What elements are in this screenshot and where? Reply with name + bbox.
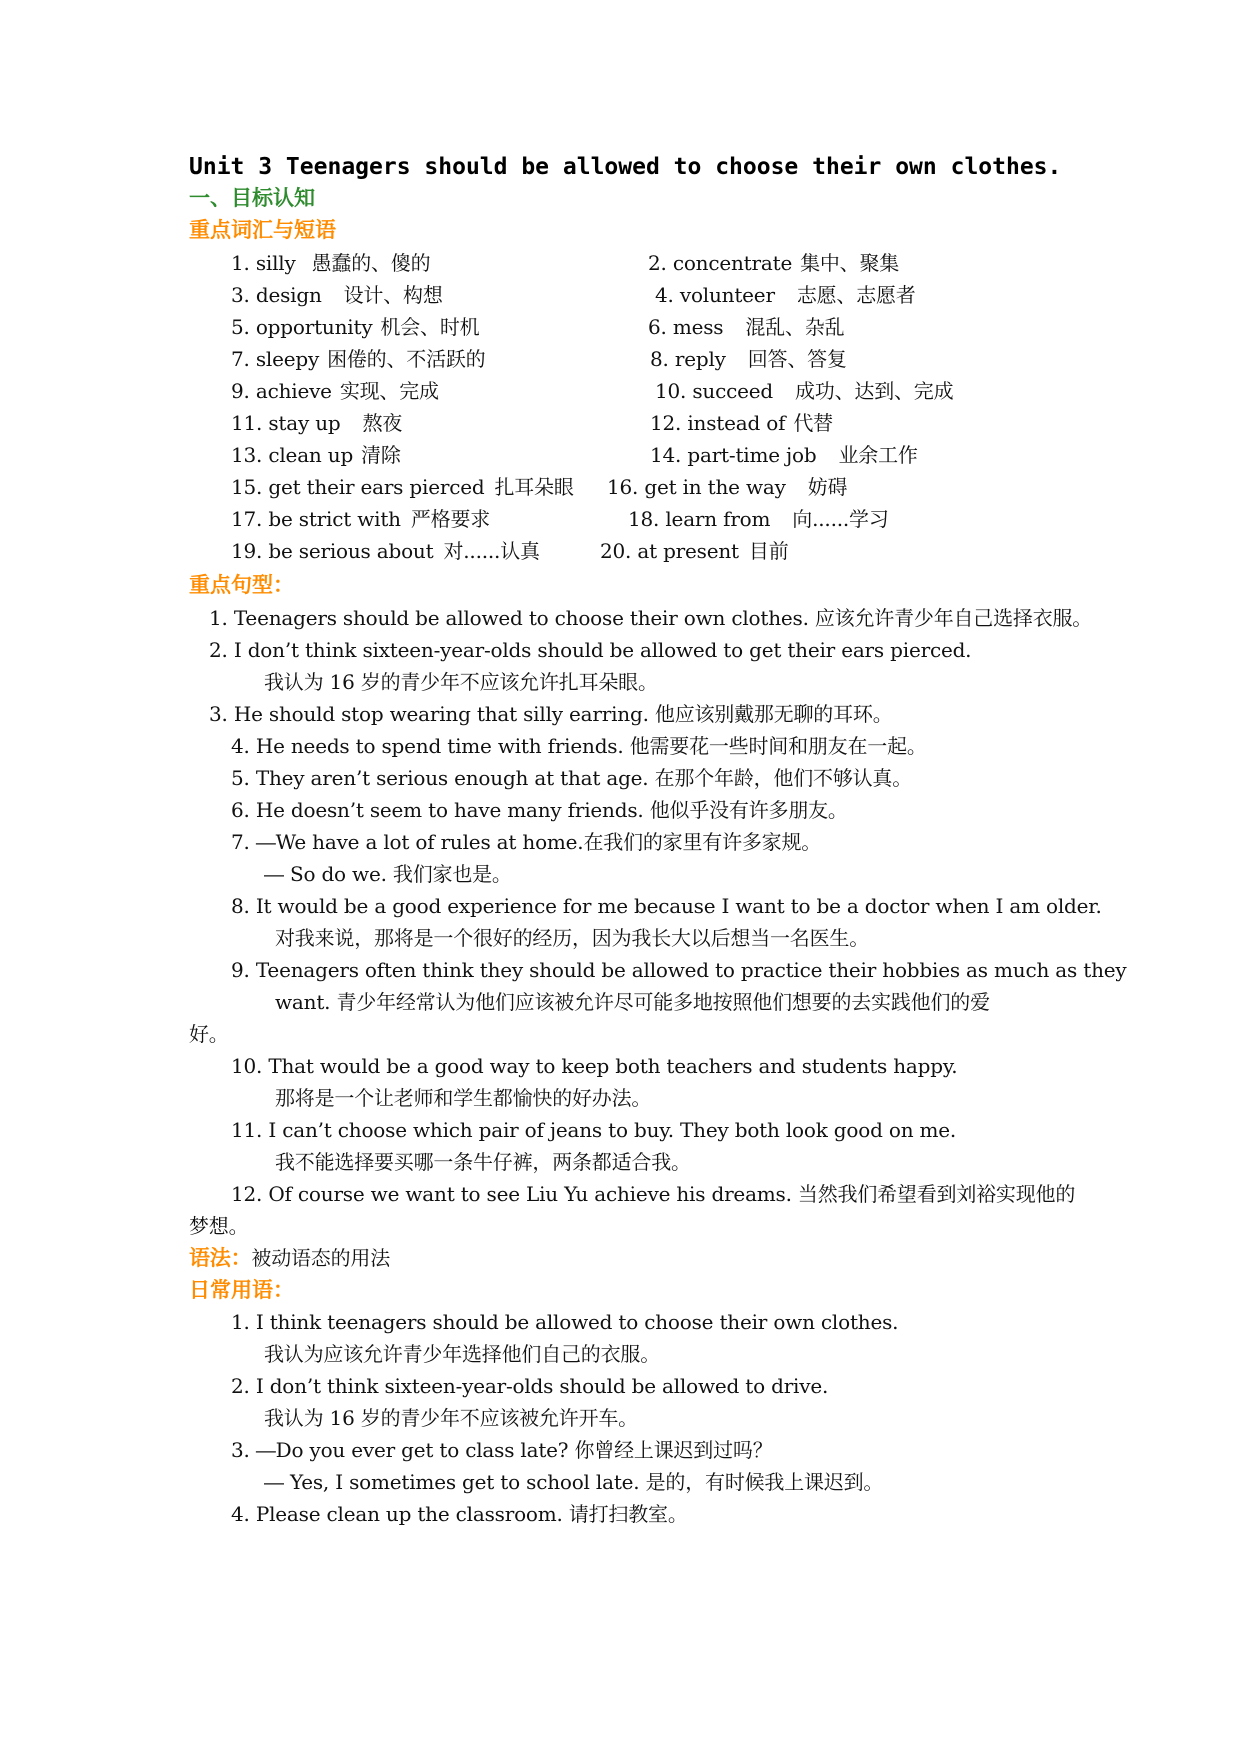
vocab-item: 14. part-time job 业余工作: [650, 443, 918, 467]
daily-line: 1. I think teenagers should be allowed to choose their own clothes.: [231, 1310, 899, 1334]
sentences-heading: 重点句型：: [189, 573, 294, 597]
vocab-item: 10. succeed 成功、达到、完成: [655, 379, 954, 403]
sentence-line: 6. He doesn’t seem to have many friends. 他似乎没有许多朋友。: [231, 798, 848, 822]
sentence-line: 3. He should stop wearing that silly earring. 他应该别戴那无聊的耳环。: [209, 702, 893, 726]
vocab-heading: 重点词汇与短语: [189, 218, 336, 242]
vocab-item: 6. mess 混乱、杂乱: [648, 315, 845, 339]
vocab-item: 11. stay up 熬夜: [231, 411, 403, 435]
vocab-item: 16. get in the way 妨碍: [607, 475, 848, 499]
vocab-item: 3. design 设计、构想: [231, 283, 443, 307]
vocab-item: 5. opportunity 机会、时机: [231, 315, 480, 339]
sentence-line: 4. He needs to spend time with friends. 他需要花一些时间和朋友在一起。: [231, 734, 927, 758]
daily-line: 3. ―Do you ever get to class late? 你曾经上课迟到过吗？: [231, 1438, 773, 1462]
grammar-line: [189, 1243, 390, 1273]
vocab-item: 20. at present 目前: [600, 539, 789, 563]
sentence-line: want. 青少年经常认为他们应该被允许尽可能多地按照他们想要的去实践他们的爱: [275, 990, 990, 1014]
sentence-line: 9. Teenagers often think they should be allowed to practice their hobbies as much as they: [231, 958, 1127, 982]
vocab-item: 19. be serious about 对......认真: [231, 539, 540, 563]
vocab-item: 17. be strict with 严格要求: [231, 507, 491, 531]
daily-line: ― Yes, I sometimes get to school late. 是的，有时候我上课迟到。: [264, 1470, 884, 1494]
vocab-item: 13. clean up 清除: [231, 443, 401, 467]
vocab-item: 18. learn from 向......学习: [628, 507, 889, 531]
sentence-line: 那将是一个让老师和学生都愉快的好办法。: [275, 1086, 652, 1110]
sentence-line: 7. ―We have a lot of rules at home.在我们的家里有许多家规。: [231, 830, 822, 854]
sentence-line: 2. I don’t think sixteen-year-olds should be allowed to get their ears pierced.: [209, 638, 972, 662]
vocab-item: 7. sleepy 困倦的、不活跃的: [231, 347, 486, 371]
grammar-text: 被动语态的用法: [251, 1246, 391, 1270]
vocab-item: 2. concentrate 集中、聚集: [648, 251, 900, 275]
sentence-line: 梦想。: [189, 1214, 249, 1238]
sentence-line: 1. Teenagers should be allowed to choose their own clothes. 应该允许青少年自己选择衣服。: [209, 606, 1093, 630]
vocab-item: 12. instead of 代替: [650, 411, 833, 435]
sentence-line: ― So do we. 我们家也是。: [264, 862, 512, 886]
sentence-line: 好。: [189, 1022, 229, 1046]
sentence-line: 5. They aren’t serious enough at that age. 在那个年龄，他们不够认真。: [231, 766, 913, 790]
sentence-line: 8. It would be a good experience for me because I want to be a doctor when I am older.: [231, 894, 1102, 918]
daily-line: 4. Please clean up the classroom. 请打扫教室。: [231, 1502, 688, 1526]
sentence-line: 11. I can’t choose which pair of jeans to buy. They both look good on me.: [231, 1118, 957, 1142]
daily-line: 我认为 16 岁的青少年不应该被允许开车。: [264, 1406, 638, 1430]
document-title: Unit 3 Teenagers should be allowed to choose their own clothes.: [189, 154, 1062, 180]
sentence-line: 我不能选择要买哪一条牛仔裤，两条都适合我。: [275, 1150, 691, 1174]
sentence-line: 10. That would be a good way to keep both teachers and students happy.: [231, 1054, 958, 1078]
daily-line: 我认为应该允许青少年选择他们自己的衣服。: [264, 1342, 660, 1366]
sentence-line: 对我来说，那将是一个很好的经历，因为我长大以后想当一名医生。: [275, 926, 869, 950]
daily-line: 2. I don’t think sixteen-year-olds should be allowed to drive.: [231, 1374, 829, 1398]
vocab-item: 9. achieve 实现、完成: [231, 379, 439, 403]
vocab-item: 15. get their ears pierced 扎耳朵眼: [231, 475, 574, 499]
vocab-item: 1. silly 愚蠢的、傻的: [231, 251, 431, 275]
vocab-item: 4. volunteer 志愿、志愿者: [655, 283, 916, 307]
vocab-item: 8. reply 回答、答复: [650, 347, 847, 371]
section-heading-goals: 一、目标认知: [189, 186, 315, 210]
sentence-line: 12. Of course we want to see Liu Yu achieve his dreams. 当然我们希望看到刘裕实现他的: [231, 1182, 1076, 1206]
sentence-line: 我认为 16 岁的青少年不应该允许扎耳朵眼。: [264, 670, 658, 694]
grammar-label: 语法：: [189, 1246, 252, 1270]
daily-heading: 日常用语：: [189, 1278, 294, 1302]
